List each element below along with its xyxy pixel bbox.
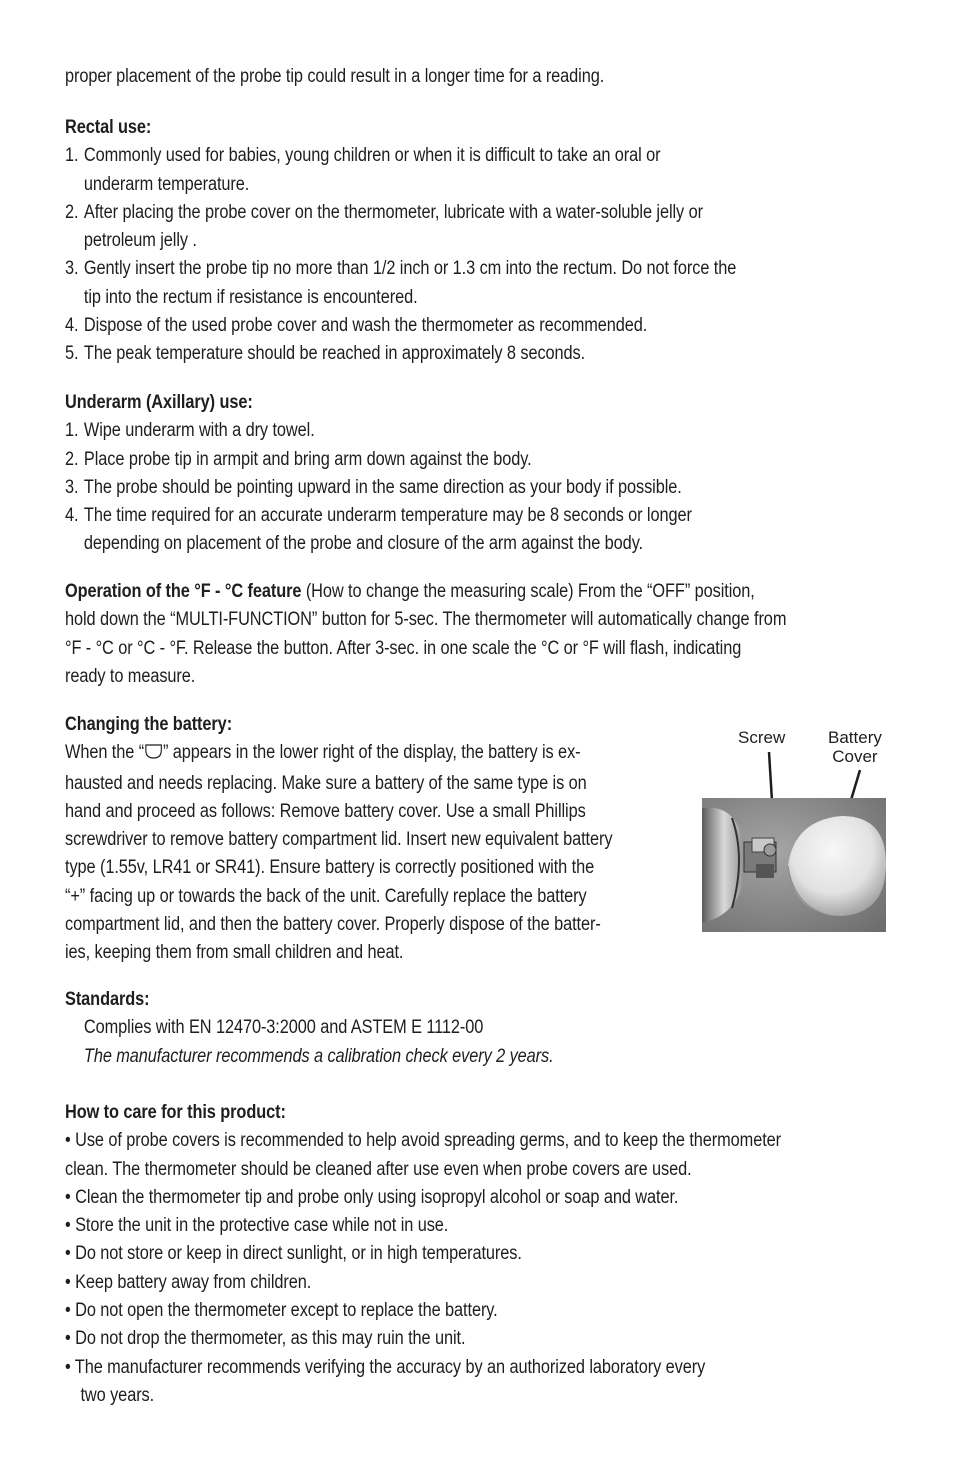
list-number: 1. [65,420,79,442]
list-text: Place probe tip in armpit and bring arm down against the body. [83,448,532,470]
list-text: After placing the probe cover on the thermometer, lubricate with a water-soluble jelly or [83,201,703,223]
list-text-continued: two years. [80,1384,155,1406]
battery-line: type (1.55v, LR41 or SR41). Ensure battery is correctly positioned with the [65,857,595,879]
list-text: Do not open the thermometer except to replace the battery. [75,1300,498,1322]
list-text: Use of probe covers is recommended to help avoid spreading germs, and to keep the thermometer [75,1130,782,1152]
list-item [65,1240,781,1268]
low-battery-icon [144,741,163,769]
operation-line: °F - °C or °C - °F. Release the button. After 3-sec. in one scale the °C or °F will flash, indicating [65,637,742,659]
operation-text: (How to change the measuring scale) From the “OFF” position, [301,581,755,602]
list-text: The manufacturer recommends verifying the accuracy by an authorized laboratory every [74,1356,706,1378]
list-number: 4. [65,505,79,527]
list-text: The time required for an accurate underarm temperature may be 8 seconds or longer [83,505,692,527]
list-text: Dispose of the used probe cover and wash the thermometer as recommended. [83,315,648,337]
list-item [65,474,692,502]
battery-cover-label-line: Cover [832,747,878,766]
battery-line: hausted and needs replacing. Make sure a battery of the same type is on [65,772,587,794]
list-number: 5. [65,343,79,365]
battery-figure [700,722,900,937]
list-text: Commonly used for babies, young children or when it is difficult to take an oral or [83,145,661,167]
list-text-continued: petroleum jelly . [83,230,197,252]
list-text-continued: underarm temperature. [83,173,250,195]
battery-text: ” appears in the lower right of the display, the battery is ex- [162,742,581,764]
screw-label: Screw [738,728,786,747]
list-item [65,142,736,199]
list-item [65,1354,781,1411]
underarm-section [65,389,692,559]
list-item [65,502,692,559]
list-text-continued: tip into the rectum if resistance is encountered. [83,286,418,308]
list-text: Store the unit in the protective case while not in use. [75,1215,449,1237]
list-text-continued: clean. The thermometer should be cleaned after use even when probe covers are used. [65,1158,692,1180]
operation-line-1 [65,578,786,606]
bullet: • [65,1300,71,1322]
operation-section [65,578,786,691]
bullet: • [65,1243,71,1265]
battery-cover-label-line: Battery [828,728,882,747]
list-item [65,1212,781,1240]
rectal-heading: Rectal use: [65,117,152,138]
list-item [65,417,692,445]
standards-line: Complies with EN 12470-3:2000 and ASTEM E 1112-00 [83,1017,484,1039]
list-item [65,1127,781,1184]
list-number: 2. [65,448,79,470]
operation-line: ready to measure. [65,665,196,687]
battery-section [65,711,612,968]
standards-heading: Standards: [65,989,150,1010]
list-text: The peak temperature should be reached in approximately 8 seconds. [83,343,586,365]
list-number: 3. [65,476,79,498]
bullet: • [65,1328,71,1350]
operation-heading: Operation of the °F - °C feature [65,581,302,602]
care-heading: How to care for this product: [65,1102,286,1123]
list-item [65,255,736,312]
list-item [65,446,692,474]
rectal-list [65,142,736,368]
standards-recommendation: The manufacturer recommends a calibration check every 2 years. [83,1045,554,1067]
list-text: The probe should be pointing upward in the same direction as your body if possible. [83,476,682,498]
list-number: 3. [65,258,79,280]
thermometer-photo [702,798,886,932]
intro-paragraph [65,63,604,91]
underarm-heading: Underarm (Axillary) use: [65,392,253,413]
battery-line: “+” facing up or towards the back of the unit. Carefully replace the battery [65,885,587,907]
underarm-list [65,417,692,558]
intro-line: proper placement of the probe tip could result in a longer time for a reading. [65,66,605,87]
list-item [65,1297,781,1325]
list-number: 1. [65,145,79,167]
battery-line: compartment lid, and then the battery cover. Properly dispose of the batter- [65,914,601,936]
rectal-section [65,114,736,369]
list-item [65,1269,781,1297]
bullet: • [65,1186,71,1208]
bullet: • [65,1356,71,1378]
battery-text: When the “ [65,742,145,764]
list-text: Clean the thermometer tip and probe only using isopropyl alcohol or soap and water. [75,1186,679,1208]
list-text: Wipe underarm with a dry towel. [83,420,315,442]
care-section [65,1099,781,1410]
list-text-continued: depending on placement of the probe and closure of the arm against the body. [83,533,644,555]
standards-section [65,986,554,1071]
list-number: 4. [65,315,79,337]
battery-line-1 [65,739,612,769]
bullet: • [65,1271,71,1293]
list-item [65,340,736,368]
battery-line: screwdriver to remove battery compartment lid. Insert new equivalent battery [65,829,613,851]
list-number: 2. [65,201,79,223]
bullet: • [65,1130,71,1152]
list-text: Gently insert the probe tip no more than 1/2 inch or 1.3 cm into the rectum. Do not force the [83,258,737,280]
list-text: Keep battery away from children. [75,1271,312,1293]
list-item [65,199,736,256]
list-item [65,1184,781,1212]
care-list [65,1127,781,1410]
battery-line: ies, keeping them from small children and heat. [65,942,404,964]
list-item [65,312,736,340]
list-text: Do not store or keep in direct sunlight, or in high temperatures. [75,1243,522,1265]
list-item [65,1325,781,1353]
operation-line: hold down the “MULTI-FUNCTION” button for 5-sec. The thermometer will automatically change from [65,609,787,631]
bullet: • [65,1215,71,1237]
battery-line: hand and proceed as follows: Remove battery cover. Use a small Phillips [65,800,586,822]
list-text: Do not drop the thermometer, as this may ruin the unit. [75,1328,466,1350]
battery-heading: Changing the battery: [65,714,233,735]
